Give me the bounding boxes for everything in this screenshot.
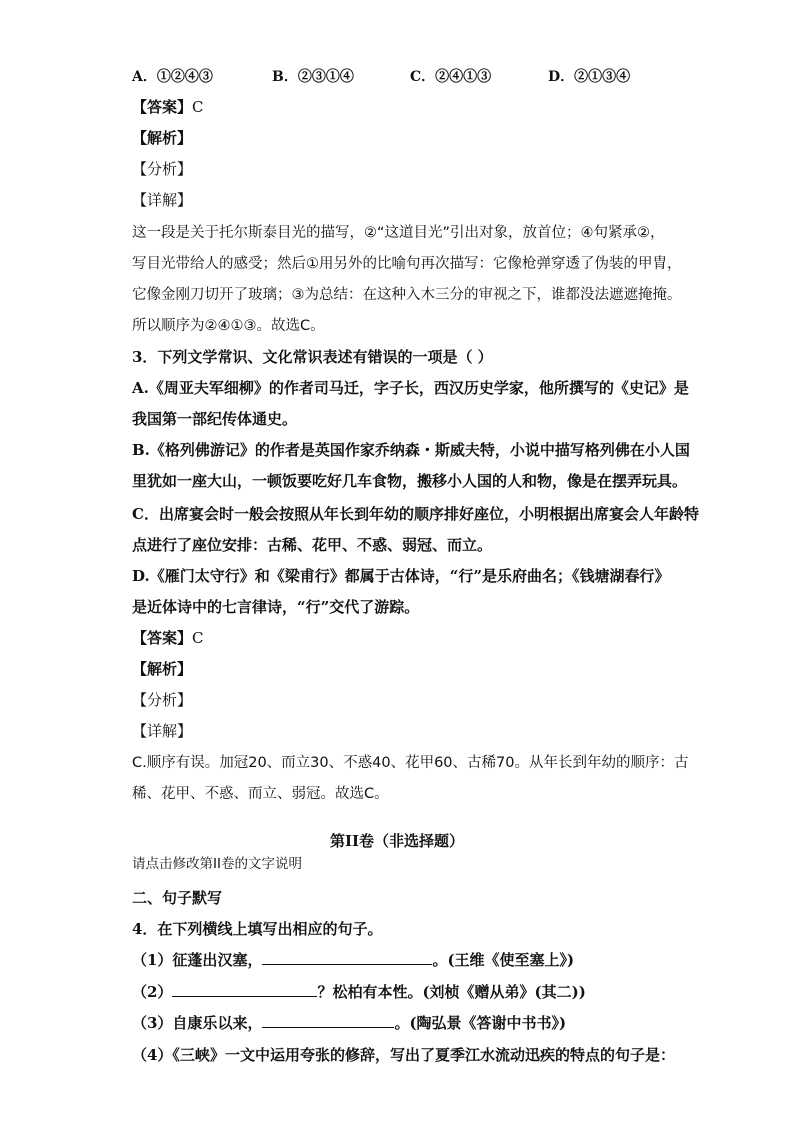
- q2-answer: 【答案】C: [132, 98, 204, 116]
- section2-heading: 二、句子默写: [132, 889, 223, 907]
- q3-detail-line: 稀、花甲、不惑、而立、弱冠。故选C。: [132, 786, 389, 802]
- q2-fenxi-tag: 【分析】: [132, 160, 193, 178]
- q2-detail-line: 所以顺序为②④①③。故选C。: [132, 318, 325, 334]
- q3-option-line: B.《格列佛游记》的作者是英国作家乔纳森・斯威夫特，小说中描写格列佛在小人国: [132, 441, 690, 459]
- q3-option-line: 是近体诗中的七言律诗，“行”交代了游踪。: [132, 598, 420, 616]
- q2-detail-tag: 【详解】: [132, 191, 193, 209]
- q2-option-d: D．②①③④: [548, 69, 631, 85]
- q4-item-1: （1）征蓬出汉塞， 。(王维《使至塞上》): [132, 951, 575, 969]
- q2-detail-line: 这一段是关于托尔斯泰目光的描写，②“这道目光”引出对象，放首位；④句紧承②，: [132, 225, 665, 241]
- q4-question: 4．在下列横线上填写出相应的句子。: [132, 920, 383, 938]
- q2-detail-line: 它像金刚刀切开了玻璃；③为总结：在这种入木三分的审视之下，谁都没法遮遮掩掩。: [132, 287, 682, 303]
- q4-item-4: （4）《三峡》一文中运用夸张的修辞，写出了夏季江水流动迅疾的特点的句子是：: [132, 1046, 675, 1064]
- q3-detail-tag: 【详解】: [132, 722, 193, 740]
- q2-option-b: B．②③①④: [272, 69, 354, 85]
- q3-option-line: D.《雁门太守行》和《梁甫行》都属于古体诗，“行”是乐府曲名；《钱塘湖春行》: [132, 567, 670, 585]
- q2-option-a: A．①②④③: [132, 69, 213, 85]
- q3-option-line: 我国第一部纪传体通史。: [132, 410, 298, 428]
- q3-detail-line: C.顺序有误。加冠20、而立30、不惑40、花甲60、古稀70。从年长到年幼的顺序：古: [132, 755, 689, 771]
- q3-option-line: 里犹如一座大山，一顿饭要吃好几车食物，搬移小人国的人和物，像是在摆弄玩具。: [132, 472, 688, 490]
- answer-blank[interactable]: [262, 950, 432, 965]
- q3-answer: 【答案】C: [132, 629, 204, 647]
- q2-detail-line: 写目光带给人的感受；然后①用另外的比喻句再次描写：它像枪弹穿透了伪装的甲胄，: [132, 256, 682, 272]
- q3-option-line: A.《周亚夫军细柳》的作者司马迁，字子长，西汉历史学家，他所撰写的《史记》是: [132, 379, 689, 397]
- answer-blank[interactable]: [262, 1013, 394, 1028]
- q4-item-3: （3）自康乐以来， 。(陶弘景《答谢中书书》): [132, 1014, 567, 1032]
- q3-option-line: C．出席宴会时一般会按照从年长到年幼的顺序排好座位，小明根据出席宴会人年龄特: [132, 505, 699, 523]
- answer-blank[interactable]: [172, 982, 317, 997]
- q3-analysis-tag: 【解析】: [132, 660, 193, 678]
- q3-option-line: 点进行了座位安排：古稀、花甲、不惑、弱冠、而立。: [132, 536, 493, 554]
- q2-option-c: C．②④①③: [410, 69, 492, 85]
- q2-analysis-tag: 【解析】: [132, 129, 193, 147]
- part2-note: 请点击修改第II卷的文字说明: [132, 856, 302, 872]
- q3-question: 3．下列文学常识、文化常识表述有错误的一项是（ ）: [132, 348, 493, 366]
- part2-title: 第II卷（非选择题）: [329, 832, 465, 850]
- q4-item-2: （2） ？松柏有本性。(刘桢《赠从弟》(其二)): [132, 983, 586, 1001]
- q3-fenxi-tag: 【分析】: [132, 691, 193, 709]
